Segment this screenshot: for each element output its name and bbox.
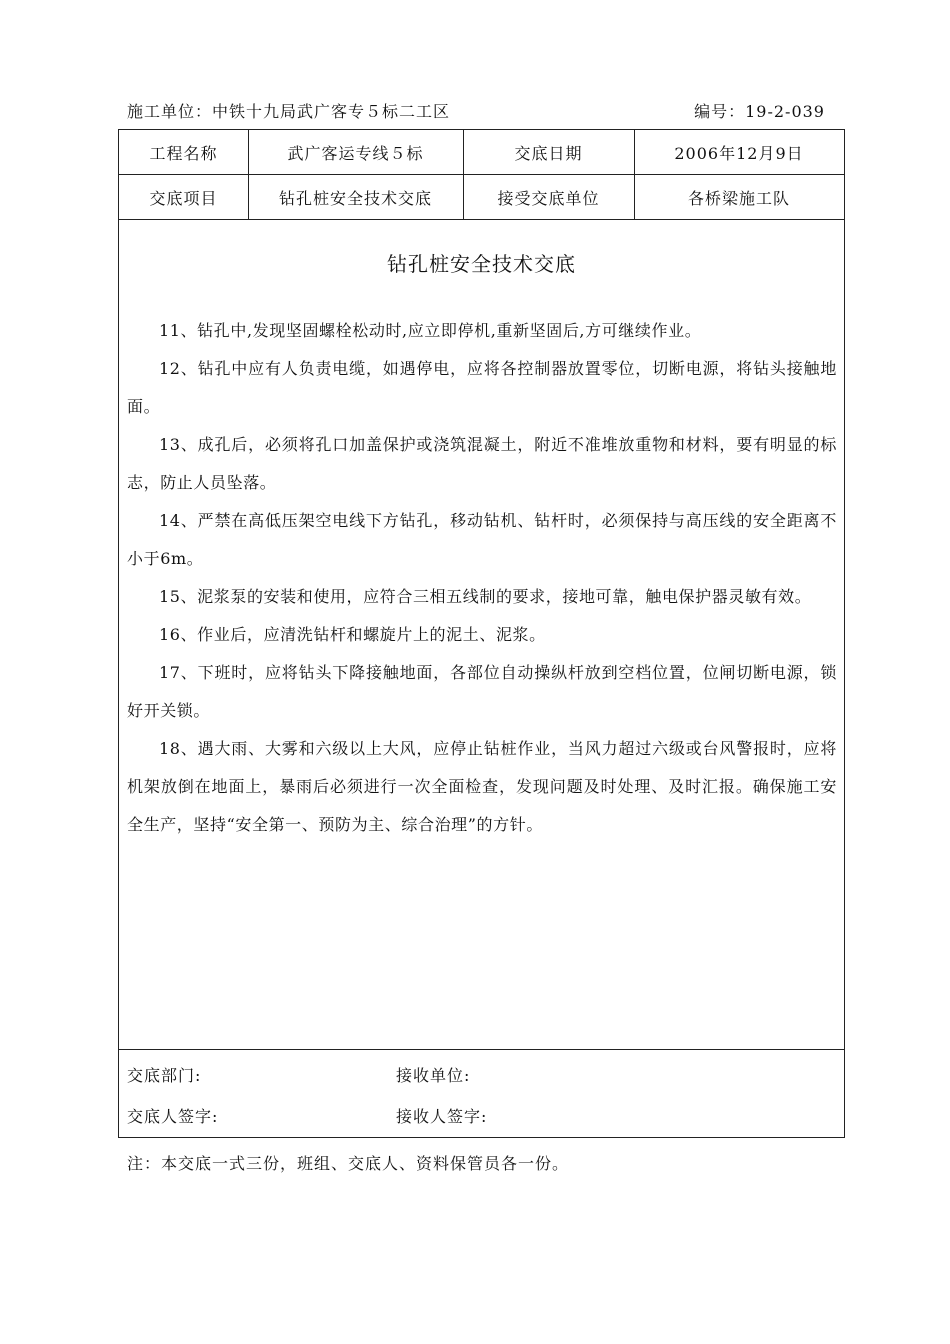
document-number: 编号：19-2-039 — [694, 102, 825, 121]
clause-paragraph: 18、遇大雨、大雾和六级以上大风，应停止钻桩作业，当风力超过六级或台风警报时，应将机架放倒在地面上，暴雨后必须进行一次全面检查，发现问题及时处理、及时汇报。确保施工安全生产，坚持“安全第一、预防为主、综合治理”的方针。 — [127, 739, 837, 834]
disclosure-dept-label: 交底部门: — [127, 1066, 202, 1085]
disclosure-item-value: 钻孔桩安全技术交底 — [278, 189, 432, 208]
disclosure-date-label: 交底日期 — [514, 144, 583, 163]
clause-paragraph: 11、钻孔中,发现坚固螺栓松动时,应立即停机,重新坚固后,方可继续作业。 — [159, 321, 702, 340]
clause-paragraph: 15、泥浆泵的安装和使用，应符合三相五线制的要求，接地可靠，触电保护器灵敏有效。 — [159, 587, 812, 606]
project-name-value: 武广客运专线５标 — [287, 144, 424, 163]
clause-paragraph: 12、钻孔中应有人负责电缆，如遇停电，应将各控制器放置零位，切断电源，将钻头接触地面。 — [127, 359, 837, 416]
clause-paragraph: 14、严禁在高低压架空电线下方钻孔，移动钻机、钻杆时，必须保持与高压线的安全距离不小于6m。 — [127, 511, 837, 568]
receiver-signature-label: 接收人签字: — [396, 1107, 488, 1126]
clause-paragraph: 17、下班时，应将钻头下降接触地面，各部位自动操纵杆放到空档位置，位闸切断电源，锁好开关锁。 — [127, 663, 837, 720]
clause-paragraph: 13、成孔后，必须将孔口加盖保护或浇筑混凝土，附近不准堆放重物和材料，要有明显的标志，防止人员坠落。 — [127, 435, 837, 492]
disclosure-item-label: 交底项目 — [149, 189, 218, 208]
disclosure-form — [118, 129, 845, 1138]
receiver-unit-label: 接收单位: — [396, 1066, 471, 1085]
disclosure-content — [127, 312, 837, 844]
clause-paragraph: 16、作业后，应清洗钻杆和螺旋片上的泥土、泥浆。 — [159, 625, 546, 644]
receiving-unit-label: 接受交底单位 — [497, 189, 600, 208]
footnote: 注：本交底一式三份，班组、交底人、资料保管员各一份。 — [127, 1154, 570, 1173]
receiving-unit-value: 各桥梁施工队 — [687, 189, 790, 208]
project-name-label: 工程名称 — [149, 144, 218, 163]
document-header — [127, 99, 825, 123]
disclosure-date-value: 2006年12月9日 — [674, 144, 804, 163]
signature-divider — [119, 1049, 844, 1050]
discloser-signature-label: 交底人签字: — [127, 1107, 219, 1126]
construction-unit: 施工单位：中铁十九局武广客专５标二工区 — [127, 102, 451, 121]
document-title: 钻孔桩安全技术交底 — [387, 252, 576, 276]
